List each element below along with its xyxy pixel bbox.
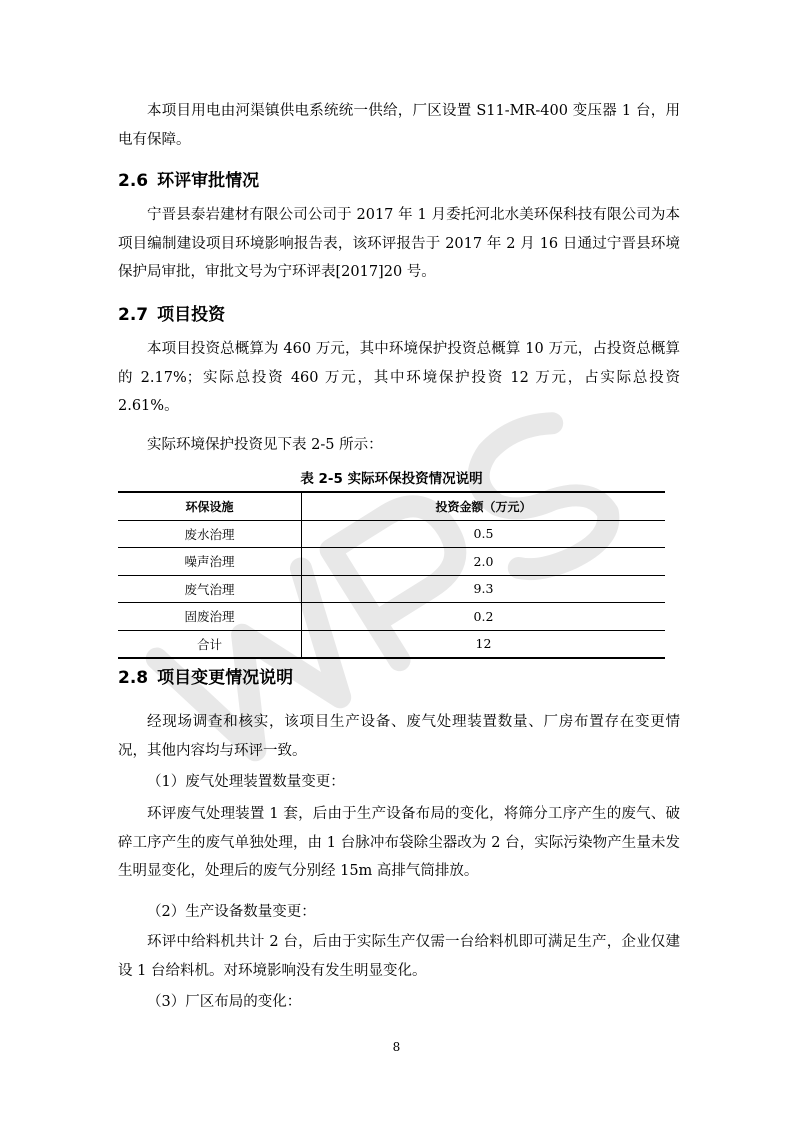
table-cell-amount: 12 [302, 630, 666, 658]
table-cell-facility: 废气治理 [118, 575, 302, 603]
heading-text: 环评审批情况 [157, 171, 260, 191]
heading-text: 项目变更情况说明 [157, 668, 294, 688]
table-row [118, 575, 665, 603]
paragraph-item-3: （3）厂区布局的变化： [147, 994, 302, 1010]
table-row [118, 548, 665, 576]
paragraph-feeder-change: 环评中给料机共计 2 台，后由于实际生产仅需一台给料机即可满足生产，企业仅建设 1 台给料机。对环境影响没有发生明显变化。 [118, 934, 680, 979]
paragraph-table-intro: 实际环境保护投资见下表 2-5 所示： [147, 437, 383, 453]
column-header-facility: 环保设施 [118, 492, 302, 520]
table-row [118, 603, 665, 631]
heading-2-8 [118, 667, 293, 689]
table-header-row [118, 492, 665, 520]
table-cell-amount: 9.3 [302, 575, 666, 603]
heading-2-7 [118, 304, 225, 326]
paragraph-change-summary: 经现场调查和核实，该项目生产设备、废气处理装置数量、厂房布置存在变更情况，其他内容均与环评一致。 [118, 714, 680, 759]
paragraph-power-supply: 本项目用电由河渠镇供电系统统一供给，厂区设置 S11-MR-400 变压器 1 台，用电有保障。 [118, 103, 680, 148]
paragraph-item-2: （2）生产设备数量变更： [147, 904, 316, 920]
paragraph-exhaust-change: 环评废气处理装置 1 套，后由于生产设备布局的变化，将筛分工序产生的废气、破碎工序产生的废气单独处理，由 1 台脉冲布袋除尘器改为 2 台，实际污染物产生量未发生明显变化，处理后的废气分别经 15m 高排气筒排放。 [118, 806, 680, 879]
column-header-amount: 投资金额（万元） [302, 492, 666, 520]
table-total-row [118, 630, 665, 658]
paragraph-eia-approval: 宁晋县泰岩建材有限公司公司于 2017 年 1 月委托河北水美环保科技有限公司为本项目编制建设项目环境影响报告表，该环评报告于 2017 年 2 月 16 日通过宁晋县环境保护局审批，审批文号为宁环评表[2017]20 号。 [118, 207, 680, 280]
table-cell-amount: 0.5 [302, 520, 666, 548]
table-cell-facility: 固废治理 [118, 603, 302, 631]
paragraph-item-1: （1）废气处理装置数量变更： [147, 774, 345, 790]
table-cell-facility: 噪声治理 [118, 548, 302, 576]
table-cell-amount: 2.0 [302, 548, 666, 576]
table-cell-amount: 0.2 [302, 603, 666, 631]
table-cell-facility: 废水治理 [118, 520, 302, 548]
page-number: 8 [392, 1040, 401, 1054]
heading-number: 2.7 [118, 305, 149, 325]
table-caption: 表 2-5 实际环保投资情况说明 [300, 471, 483, 487]
heading-text: 项目投资 [157, 305, 226, 325]
heading-2-6 [118, 170, 259, 192]
heading-number: 2.8 [118, 668, 149, 688]
investment-table [118, 491, 665, 659]
table-row [118, 520, 665, 548]
heading-number: 2.6 [118, 171, 149, 191]
table-cell-facility: 合计 [118, 630, 302, 658]
paragraph-investment: 本项目投资总概算为 460 万元，其中环境保护投资总概算 10 万元，占投资总概算的 2.17%；实际总投资 460 万元，其中环境保护投资 12 万元，占实际总投资 2.61%。 [118, 341, 680, 414]
